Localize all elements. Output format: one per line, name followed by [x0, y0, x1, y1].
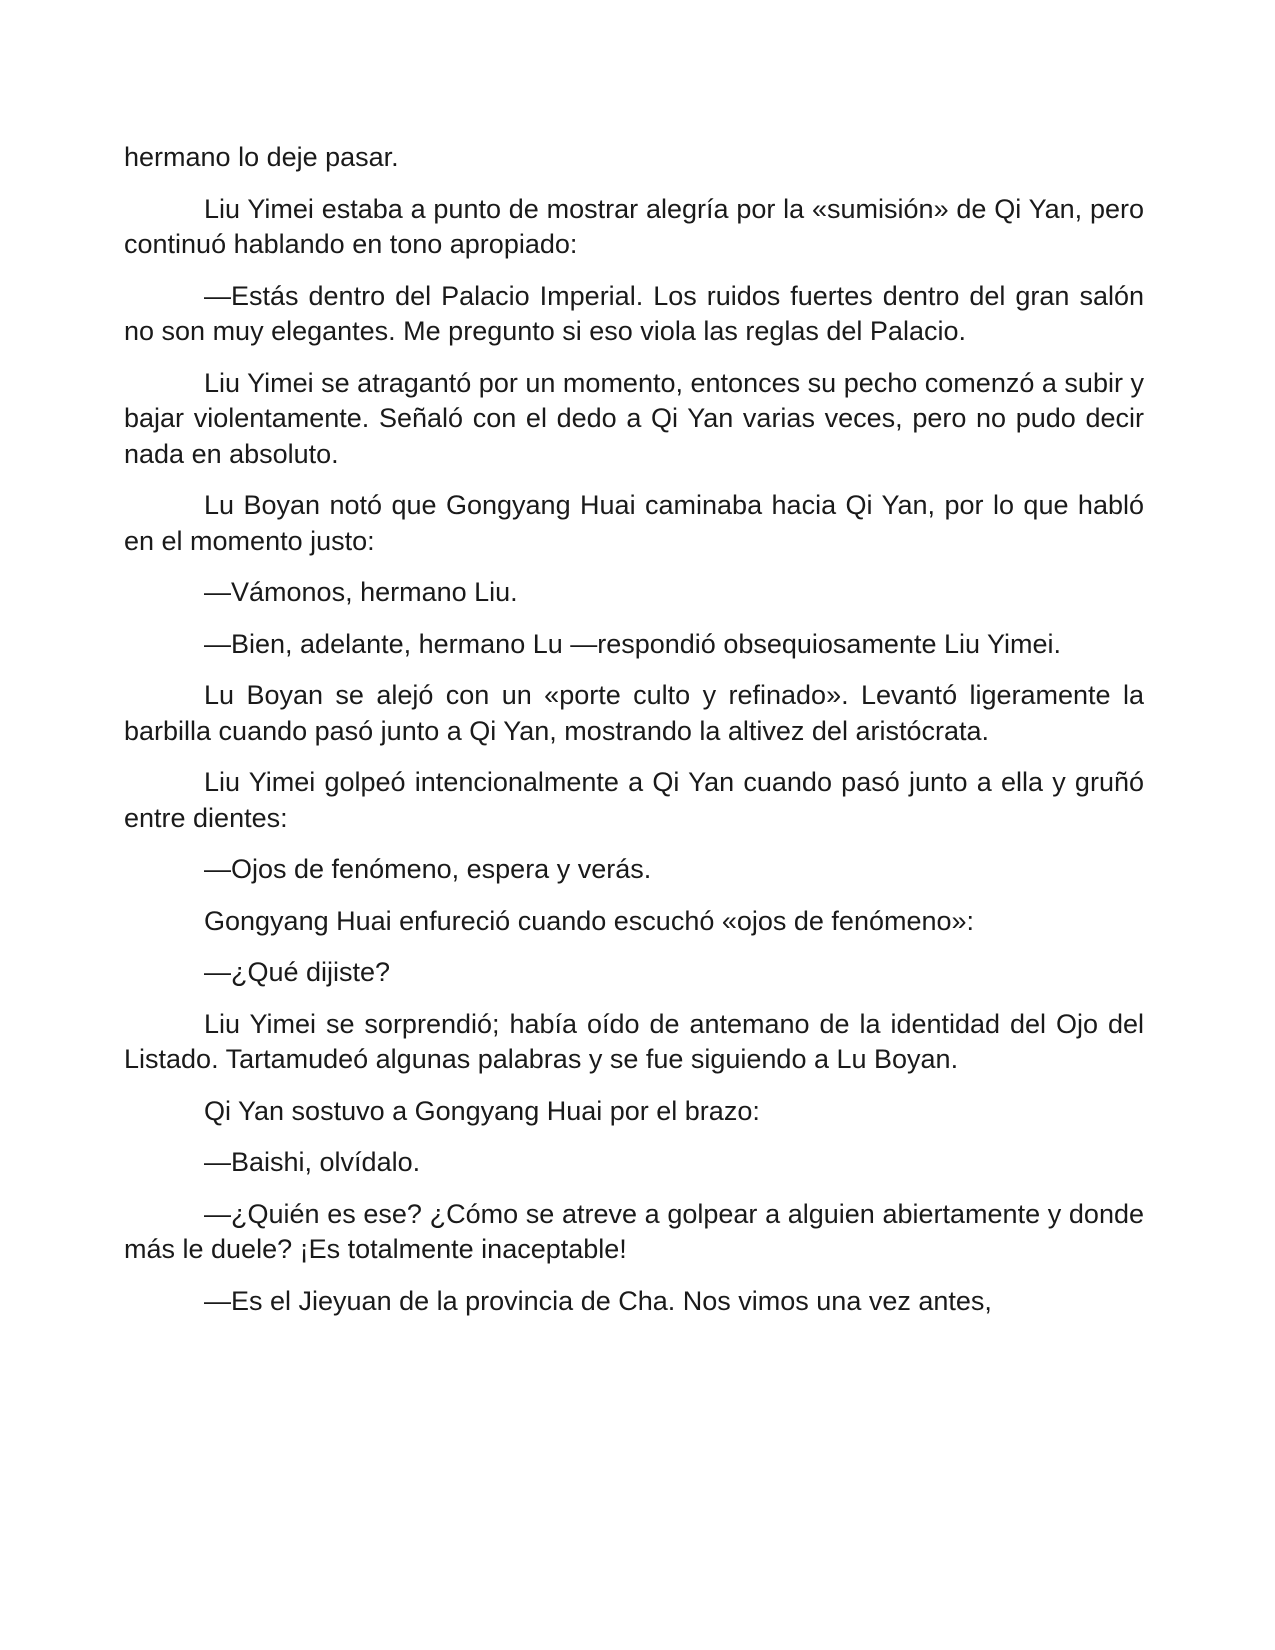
document-page [124, 140, 1144, 1335]
paragraph: Lu Boyan notó que Gongyang Huai caminaba hacia Qi Yan, por lo que habló en el momento justo: [124, 490, 1144, 556]
paragraph: Qi Yan sostuvo a Gongyang Huai por el brazo: [204, 1095, 760, 1126]
paragraph: —Vámonos, hermano Liu. [204, 577, 518, 607]
paragraph: Liu Yimei golpeó intencionalmente a Qi Yan cuando pasó junto a ella y gruñó entre dientes: [124, 767, 1144, 833]
paragraph: Liu Yimei se atragantó por un momento, entonces su pecho comenzó a subir y bajar violentamente. Señaló con el dedo a Qi Yan varias veces, pero no pudo decir nada en absoluto. [124, 367, 1144, 469]
paragraph: —¿Quién es ese? ¿Cómo se atreve a golpear a alguien abiertamente y donde más le duele? ¡Es totalmente inaceptable! [124, 1198, 1144, 1264]
paragraph: Gongyang Huai enfureció cuando escuchó «ojos de fenómeno»: [204, 905, 975, 936]
paragraph: Liu Yimei estaba a punto de mostrar alegría por la «sumisión» de Qi Yan, pero continuó hablando en tono apropiado: [124, 193, 1144, 259]
paragraph: —Es el Jieyuan de la provincia de Cha. Nos vimos una vez antes, [204, 1285, 992, 1316]
paragraph: —Baishi, olvídalo. [204, 1147, 421, 1177]
paragraph: —Bien, adelante, hermano Lu —respondió obsequiosamente Liu Yimei. [204, 628, 1062, 659]
paragraph: Liu Yimei se sorprendió; había oído de antemano de la identidad del Ojo del Listado. Tartamudeó algunas palabras y se fue siguiendo a Lu Boyan. [124, 1008, 1144, 1074]
paragraph: —Estás dentro del Palacio Imperial. Los ruidos fuertes dentro del gran salón no son muy elegantes. Me pregunto si eso viola las reglas del Palacio. [124, 280, 1144, 346]
paragraph: hermano lo deje pasar. [124, 142, 399, 172]
paragraph: —Ojos de fenómeno, espera y verás. [204, 854, 652, 884]
paragraph: Lu Boyan se alejó con un «porte culto y refinado». Levantó ligeramente la barbilla cuando pasó junto a Qi Yan, mostrando la altivez del aristócrata. [124, 680, 1144, 746]
paragraph: —¿Qué dijiste? [204, 957, 391, 987]
